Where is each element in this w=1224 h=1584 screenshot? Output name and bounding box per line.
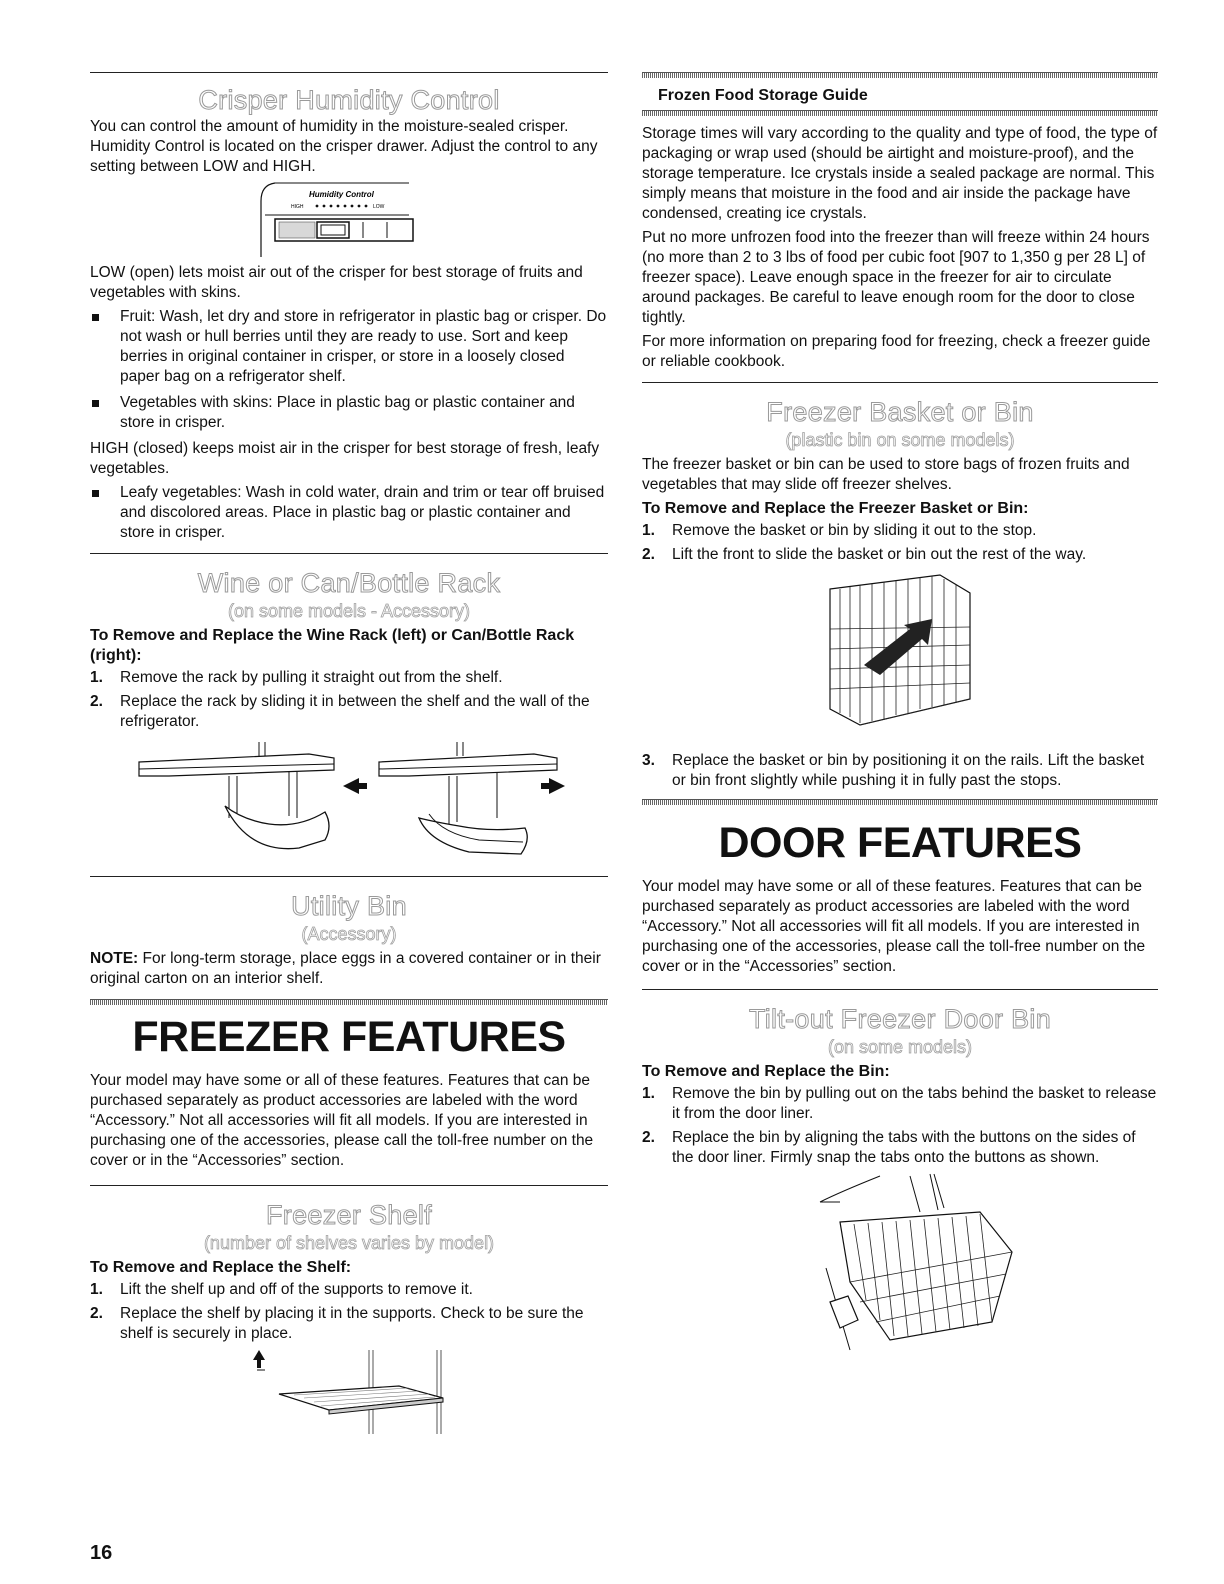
step-text: Lift the shelf up and off of the supports to remove it.: [120, 1281, 473, 1298]
freezer-basket-steps-continued: [642, 751, 1158, 791]
section-divider: [90, 553, 608, 554]
utility-bin-note: [90, 949, 608, 989]
step-number: 1.: [642, 1085, 655, 1102]
wine-rack-section: [90, 568, 608, 864]
crisper-low-list: [90, 307, 608, 433]
section-divider: [642, 382, 1158, 383]
step-number: 1.: [642, 522, 655, 539]
note-text: For long-term storage, place eggs in a covered container or in their original carton on an interior shelf.: [90, 950, 601, 987]
freezer-shelf-heading: To Remove and Replace the Shelf:: [90, 1259, 352, 1276]
step-number: 2.: [90, 1305, 103, 1322]
tilt-bin-title: Tilt-out Freezer Door Bin: [748, 1004, 1052, 1034]
step-number: 2.: [90, 693, 103, 710]
frozen-food-heading: Frozen Food Storage Guide: [658, 87, 868, 104]
section-divider: [90, 999, 608, 1005]
step-item: [90, 1304, 608, 1344]
step-item: [90, 692, 608, 732]
humidity-low-label: LOW: [373, 204, 385, 210]
wine-rack-figure: [129, 736, 569, 864]
freezer-shelf-figure: [249, 1348, 449, 1434]
utility-bin-subtitle: (Accessory): [301, 924, 397, 944]
freezer-shelf-subtitle: (number of shelves varies by model): [203, 1233, 495, 1253]
freezer-shelf-title: Freezer Shelf: [266, 1200, 432, 1230]
wine-rack-subtitle: (on some models - Accessory): [227, 601, 471, 621]
list-item: Fruit: Wash, let dry and store in refrigerator in plastic bag or crisper. Do not wash or hull berries until they are ready to use. Sort and keep berries in original container in crisper, or store in a loosely closed paper bag on a refrigerator shelf.: [90, 307, 608, 387]
step-item: [642, 1084, 1158, 1124]
humidity-control-label: Humidity Control: [309, 190, 374, 199]
section-divider: [90, 876, 608, 877]
freezer-basket-title: Freezer Basket or Bin: [766, 397, 1034, 427]
wine-rack-steps: [90, 668, 608, 732]
freezer-basket-figure: [820, 569, 980, 737]
freezer-basket-heading: To Remove and Replace the Freezer Basket or Bin:: [642, 500, 1029, 517]
freezer-basket-subtitle: (plastic bin on some models): [785, 430, 1015, 450]
humidity-control-figure: [259, 181, 439, 259]
left-column: [90, 72, 608, 1438]
tilt-bin-heading: To Remove and Replace the Bin:: [642, 1063, 890, 1080]
step-text: Replace the shelf by placing it in the supports. Check to be sure the shelf is securely in place.: [120, 1305, 584, 1342]
utility-bin-title: Utility Bin: [291, 891, 407, 921]
door-features-heading: DOOR FEATURES: [718, 819, 1082, 867]
list-item: Vegetables with skins: Place in plastic bag or plastic container and store in crisper.: [90, 393, 608, 433]
step-item: [90, 1280, 608, 1300]
list-item: Leafy vegetables: Wash in cold water, drain and trim or tear off bruised and discolored areas. Place in plastic bag or plastic container and store in crisper.: [90, 483, 608, 543]
crisper-high-text: HIGH (closed) keeps moist air in the crisper for best storage of fresh, leafy vegetables.: [90, 440, 600, 477]
arrow-icon: [343, 778, 367, 794]
tilt-bin-subtitle: (on some models): [827, 1037, 973, 1057]
step-text: Replace the bin by aligning the tabs with the buttons on the sides of the door liner. Firmly snap the tabs onto the buttons as shown.: [672, 1129, 1136, 1166]
frozen-food-section: [642, 86, 1158, 372]
section-divider: [90, 1185, 608, 1186]
freezer-basket-intro: The freezer basket or bin can be used to store bags of frozen fruits and vegetables that may slide off freezer shelves.: [642, 456, 1130, 493]
step-text: Remove the bin by pulling out on the tabs behind the basket to release it from the door liner.: [672, 1085, 1157, 1122]
wine-rack-heading: To Remove and Replace the Wine Rack (left) or Can/Bottle Rack (right):: [90, 627, 575, 664]
arrow-icon: [541, 778, 565, 794]
freezer-features-heading: FREEZER FEATURES: [132, 1013, 566, 1061]
door-features-intro: Your model may have some or all of these features. Features that can be purchased separately as product accessories are labeled with the word “Accessory.” Not all accessories will fit all models. If you are interested in purchasing one of the accessories, please call the toll-free number on the cover or in the “Accessories” section.: [642, 878, 1146, 975]
step-text: Replace the basket or bin by positioning it on the rails. Lift the basket or bin front slightly while pushing it in fully past the stops.: [672, 752, 1145, 789]
right-column: [642, 72, 1158, 1362]
section-divider: [642, 989, 1158, 990]
humidity-high-label: HIGH: [291, 204, 304, 210]
step-item: [642, 1128, 1158, 1168]
section-divider: [90, 72, 608, 73]
frozen-food-paragraph: Storage times will vary according to the quality and type of food, the type of packaging or wrap used (should be airtight and moisture-proof), and the storage temperature. Ice crystals inside a sealed package are normal. This simply means that moisture in the food and air inside the package have condensed, creating ice crystals.: [642, 125, 1158, 222]
step-item: [642, 521, 1158, 541]
section-divider: [642, 110, 1158, 116]
crisper-humidity-section: [90, 85, 608, 543]
tilt-bin-section: [642, 1004, 1158, 1358]
step-item: [90, 668, 608, 688]
section-divider: [642, 799, 1158, 805]
freezer-basket-steps: [642, 521, 1158, 565]
step-text: Lift the front to slide the basket or bin out the rest of the way.: [672, 546, 1087, 563]
step-number: 1.: [90, 1281, 103, 1298]
step-item: [642, 751, 1158, 791]
step-number: 1.: [90, 669, 103, 686]
crisper-low-text: LOW (open) lets moist air out of the crisper for best storage of fruits and vegetables with skins.: [90, 264, 583, 301]
freezer-shelf-section: [90, 1200, 608, 1434]
tilt-bin-figure: [780, 1172, 1020, 1358]
freezer-basket-section: [642, 397, 1158, 791]
step-text: Remove the basket or bin by sliding it out to the stop.: [672, 522, 1037, 539]
crisper-intro: You can control the amount of humidity in the moisture-sealed crisper. Humidity Control is located on the crisper drawer. Adjust the control to any setting between LOW and HIGH.: [90, 118, 598, 175]
step-number: 2.: [642, 1129, 655, 1146]
arrow-up-icon: [253, 1350, 265, 1368]
wine-rack-title: Wine or Can/Bottle Rack: [197, 568, 501, 598]
note-label: NOTE:: [90, 950, 139, 967]
step-number: 2.: [642, 546, 655, 563]
frozen-food-paragraph: Put no more unfrozen food into the freezer than will freeze within 24 hours (no more than 2 to 3 lbs of food per cubic foot [907 to 1,350 g per 28 L] of freezer space). Leave enough space in the freezer for air to circulate around packages. Be careful to leave enough room for the door to close tightly.: [642, 229, 1150, 326]
step-text: Replace the rack by sliding it in between the shelf and the wall of the refrigerator.: [120, 693, 590, 730]
tilt-bin-steps: [642, 1084, 1158, 1168]
frozen-food-paragraph: For more information on preparing food for freezing, check a freezer guide or reliable cookbook.: [642, 333, 1151, 370]
step-number: 3.: [642, 752, 655, 769]
freezer-features-intro: Your model may have some or all of these features. Features that can be purchased separately as product accessories are labeled with the word “Accessory.” Not all accessories will fit all models. If you are interested in purchasing one of the accessories, please call the toll-free number on the cover or in the “Accessories” section.: [90, 1072, 594, 1169]
step-text: Remove the rack by pulling it straight out from the shelf.: [120, 669, 503, 686]
crisper-title: Crisper Humidity Control: [198, 85, 500, 115]
step-item: [642, 545, 1158, 565]
crisper-high-list: [90, 483, 608, 543]
freezer-shelf-steps: [90, 1280, 608, 1344]
page-number: 16: [90, 1542, 113, 1564]
utility-bin-section: [90, 891, 608, 989]
section-divider: [642, 72, 1158, 78]
